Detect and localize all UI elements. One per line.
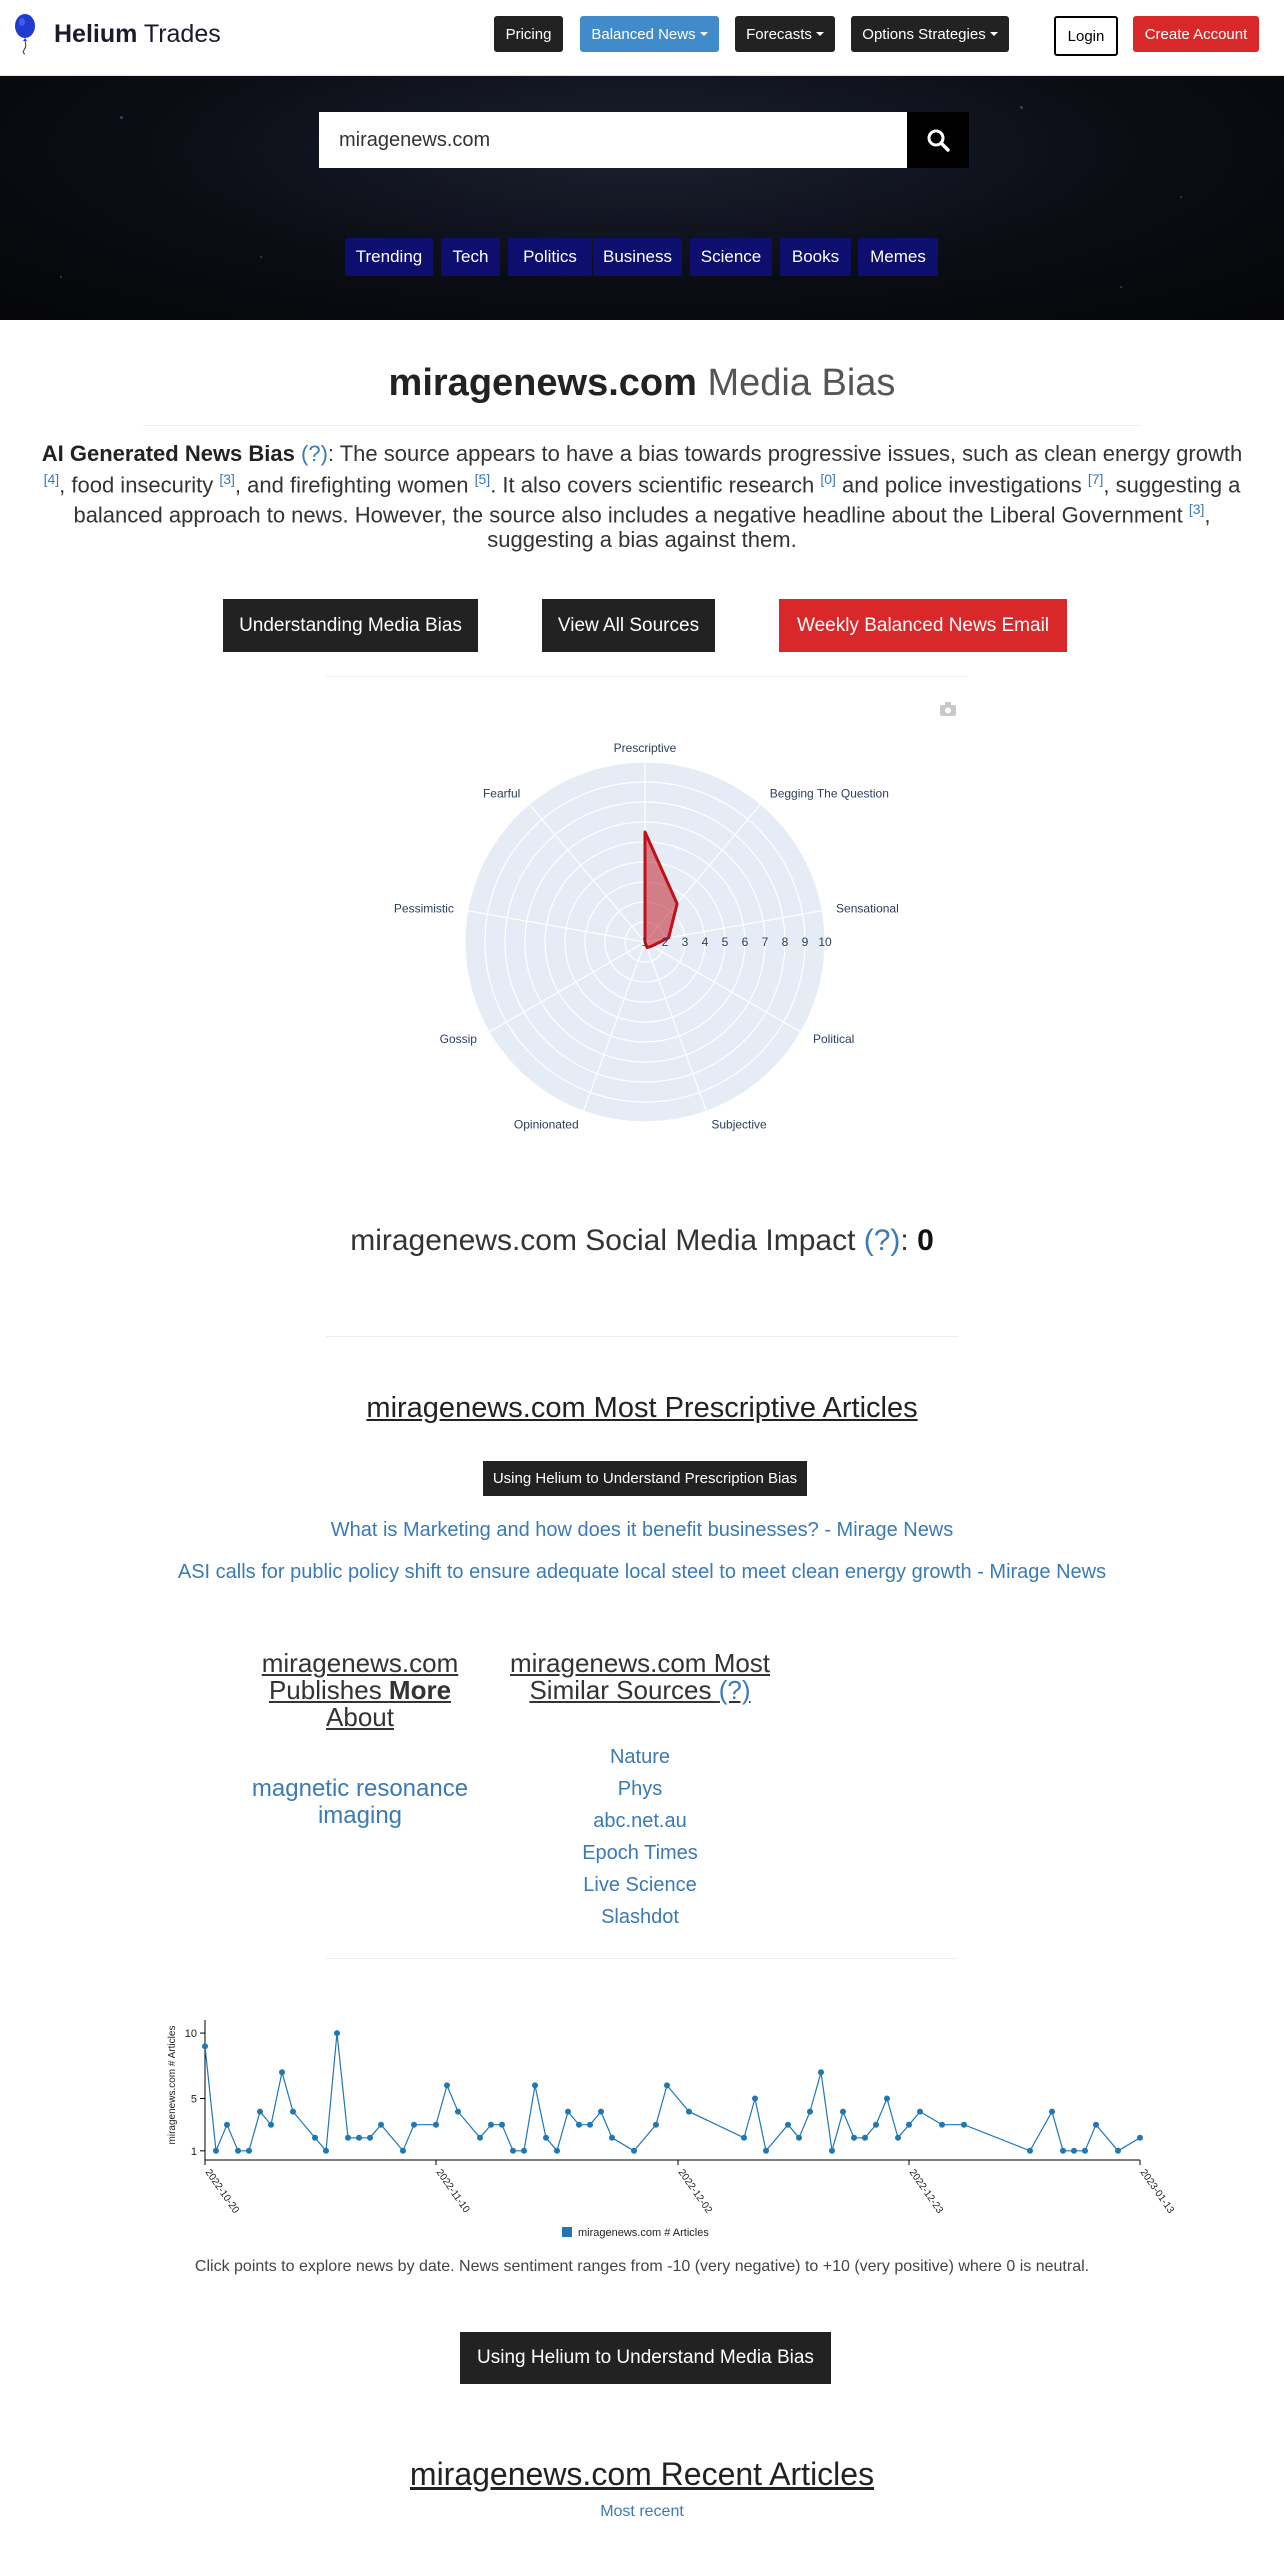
data-point[interactable] — [807, 2109, 813, 2115]
data-point[interactable] — [312, 2135, 318, 2141]
data-point[interactable] — [686, 2109, 692, 2115]
x-tick-label: 2022-12-02 — [675, 2167, 714, 2216]
data-point[interactable] — [543, 2135, 549, 2141]
social-impact-value: 0 — [917, 1224, 934, 1257]
data-point[interactable] — [895, 2135, 901, 2141]
data-point[interactable] — [752, 2096, 758, 2102]
radar-tick-label: 4 — [701, 935, 709, 949]
ai-bias-summary: AI Generated News Bias (?): The source appears to have a bias towards progressive issues, such as clean energy growth [4], food insecurity [3], and firefighting women [5]. It also covers scientific research [0] and police investigations [7], suggesting a balanced approach to news. However, the source also includes a negative headline about the Liberal Government [3], suggesting a bias against them. — [41, 441, 1243, 553]
page-title: miragenews.com Media Bias — [388, 362, 896, 404]
radar-tick-label: 5 — [721, 935, 729, 949]
data-point[interactable] — [565, 2109, 571, 2115]
data-point[interactable] — [510, 2148, 516, 2154]
y-tick-label: 10 — [184, 2028, 197, 2041]
options-strategies-dropdown[interactable]: Options Strategies — [851, 16, 1009, 52]
radar-tick-label: 9 — [801, 935, 809, 949]
y-tick-label: 5 — [190, 2093, 197, 2106]
data-point[interactable] — [1060, 2148, 1066, 2154]
data-point[interactable] — [488, 2122, 494, 2128]
ai-bias-help-link[interactable]: (?) — [301, 441, 328, 466]
prescriptive-articles-heading[interactable]: miragenews.com Most Prescriptive Articles — [366, 1392, 918, 1424]
ref-link[interactable]: [7] — [1087, 470, 1104, 487]
chart-caption: Click points to explore news by date. News sentiment ranges from -10 (very negative) to +10 (very positive) where 0 is neutral. — [194, 2258, 1090, 2275]
camera-icon[interactable] — [940, 702, 956, 716]
x-tick-label: 2022-10-20 — [202, 2167, 241, 2216]
data-point[interactable] — [257, 2109, 263, 2115]
series-line — [205, 2033, 1140, 2151]
similar-sources-heading: miragenews.com Most Similar Sources (?) — [509, 1648, 771, 1705]
data-point[interactable] — [323, 2148, 329, 2154]
view-all-sources-button[interactable]: View All Sources — [542, 599, 715, 652]
caret-down-icon — [990, 32, 998, 36]
data-point[interactable] — [1115, 2148, 1121, 2154]
similar-help-link[interactable]: (?) — [718, 1675, 751, 1705]
data-point[interactable] — [378, 2122, 384, 2128]
ref-link[interactable]: [3] — [1188, 501, 1205, 518]
topic-link[interactable]: magnetic resonance imaging — [251, 1775, 469, 1829]
radar-axis-label: Subjective — [711, 1117, 767, 1132]
data-point[interactable] — [345, 2135, 351, 2141]
ref-link[interactable]: [3] — [219, 470, 235, 487]
radar-tick-label: 8 — [781, 935, 789, 949]
category-science[interactable]: Science — [690, 238, 772, 276]
radar-axis-label: Pessimistic — [393, 901, 454, 916]
data-point[interactable] — [213, 2148, 219, 2154]
ref-link[interactable]: [0] — [820, 470, 836, 487]
data-point[interactable] — [851, 2135, 857, 2141]
data-point[interactable] — [587, 2122, 593, 2128]
radar-axis-label: Political — [813, 1032, 855, 1046]
data-point[interactable] — [367, 2135, 373, 2141]
data-point[interactable] — [1082, 2148, 1088, 2154]
radar-tick-label: 3 — [681, 935, 689, 949]
category-books[interactable]: Books — [780, 238, 851, 276]
data-point[interactable] — [939, 2122, 945, 2128]
divider — [326, 1958, 958, 1959]
similar-source-link[interactable]: abc.net.au — [593, 1810, 687, 1832]
radar-axis-label: Gossip — [439, 1032, 477, 1046]
legend-label[interactable]: miragenews.com # Articles — [578, 2227, 709, 2239]
bias-radar-chart[interactable] — [380, 690, 980, 1150]
data-point[interactable] — [356, 2135, 362, 2141]
search-button[interactable] — [907, 112, 969, 168]
data-point[interactable] — [202, 2043, 208, 2049]
y-axis-label: miragenews.com # Articles — [167, 2025, 178, 2145]
data-point[interactable] — [455, 2109, 461, 2115]
prescription-bias-button[interactable]: Using Helium to Understand Prescription Bias — [483, 1461, 807, 1496]
similar-source-link[interactable]: Live Science — [583, 1874, 697, 1896]
similar-source-link[interactable]: Slashdot — [601, 1906, 679, 1928]
data-point[interactable] — [1071, 2148, 1077, 2154]
helium-media-bias-button[interactable]: Using Helium to Understand Media Bias — [460, 2332, 831, 2384]
x-tick-label: 2022-12-23 — [906, 2167, 945, 2216]
data-point[interactable] — [444, 2082, 450, 2088]
data-point[interactable] — [400, 2148, 406, 2154]
category-business[interactable]: Business — [593, 238, 682, 276]
data-point[interactable] — [785, 2122, 791, 2128]
data-point[interactable] — [235, 2148, 241, 2154]
article-link[interactable]: What is Marketing and how does it benefit businesses? - Mirage News — [330, 1519, 954, 1541]
radar-tick-label: 10 — [818, 935, 832, 949]
data-point[interactable] — [411, 2122, 417, 2128]
data-point[interactable] — [609, 2135, 615, 2141]
similar-source-link[interactable]: Phys — [617, 1778, 663, 1800]
pricing-button[interactable]: Pricing — [494, 16, 563, 52]
data-point[interactable] — [862, 2135, 868, 2141]
publishes-more-about-heading: miragenews.com Publishes More About — [261, 1648, 459, 1732]
data-point[interactable] — [576, 2122, 582, 2128]
category-memes[interactable]: Memes — [858, 238, 938, 276]
y-tick-label: 1 — [190, 2145, 197, 2158]
search-icon — [926, 128, 950, 152]
search-input[interactable] — [319, 112, 907, 168]
data-point[interactable] — [961, 2122, 967, 2128]
ref-link[interactable]: [4] — [43, 470, 60, 487]
data-point[interactable] — [917, 2109, 923, 2115]
data-point[interactable] — [653, 2122, 659, 2128]
hero-search-section — [0, 76, 1284, 320]
divider — [326, 676, 968, 677]
caret-down-icon — [700, 32, 708, 36]
understanding-media-bias-button[interactable]: Understanding Media Bias — [223, 599, 478, 652]
radar-tick-label: 7 — [761, 935, 769, 949]
data-point[interactable] — [1137, 2135, 1143, 2141]
data-point[interactable] — [499, 2122, 505, 2128]
divider — [143, 425, 1141, 426]
radar-axis-label: Opinionated — [513, 1117, 579, 1132]
data-point[interactable] — [1093, 2122, 1099, 2128]
data-point[interactable] — [884, 2096, 890, 2102]
legend-swatch — [562, 2227, 572, 2237]
data-point[interactable] — [433, 2122, 439, 2128]
radar-axis-label: Fearful — [482, 786, 521, 801]
articles-timeline-chart[interactable] — [150, 2005, 1176, 2255]
brand-name: Helium Trades — [54, 19, 221, 48]
balloon-logo-icon — [14, 14, 36, 54]
login-button[interactable]: Login — [1054, 16, 1118, 56]
data-point[interactable] — [829, 2148, 835, 2154]
recent-articles-heading[interactable]: miragenews.com Recent Articles — [409, 2456, 875, 2492]
create-account-button[interactable]: Create Account — [1133, 16, 1259, 52]
forecasts-dropdown[interactable]: Forecasts — [735, 16, 835, 52]
data-point[interactable] — [664, 2082, 670, 2088]
data-point[interactable] — [840, 2109, 846, 2115]
data-point[interactable] — [521, 2148, 527, 2154]
data-point[interactable] — [763, 2148, 769, 2154]
data-point[interactable] — [268, 2122, 274, 2128]
data-point[interactable] — [818, 2069, 824, 2075]
data-point[interactable] — [554, 2148, 560, 2154]
data-point[interactable] — [631, 2148, 637, 2154]
similar-source-link[interactable]: Nature — [609, 1746, 671, 1768]
radar-axis-label: Prescriptive — [613, 741, 677, 755]
article-link[interactable]: ASI calls for public policy shift to ensure adequate local steel to meet clean energy growth - Mirage News — [177, 1561, 1107, 1583]
weekly-balanced-news-email-button[interactable]: Weekly Balanced News Email — [779, 599, 1067, 652]
radar-axis-label: Sensational — [836, 901, 899, 916]
social-media-impact: miragenews.com Social Media Impact (?): 0 — [350, 1224, 934, 1257]
data-point[interactable] — [598, 2109, 604, 2115]
data-point[interactable] — [741, 2135, 747, 2141]
x-tick-label: 2022-11-10 — [433, 2167, 472, 2216]
brand[interactable] — [14, 14, 221, 54]
radar-tick-label: 6 — [741, 935, 749, 949]
data-point[interactable] — [906, 2122, 912, 2128]
data-point[interactable] — [532, 2082, 538, 2088]
radar-axis-label: Begging The Question — [769, 786, 889, 801]
data-point[interactable] — [290, 2109, 296, 2115]
most-recent-link[interactable]: Most recent — [600, 2503, 684, 2520]
balanced-news-dropdown[interactable]: Balanced News — [580, 16, 719, 52]
radar-tick-label: 2 — [661, 935, 669, 949]
category-tech[interactable]: Tech — [441, 238, 500, 276]
data-point[interactable] — [1049, 2109, 1055, 2115]
caret-down-icon — [816, 32, 824, 36]
similar-source-link[interactable]: Epoch Times — [582, 1842, 698, 1864]
x-tick-label: 2023-01-13 — [1137, 2167, 1176, 2216]
divider — [326, 1336, 958, 1337]
category-trending[interactable]: Trending — [345, 238, 433, 276]
data-point[interactable] — [796, 2135, 802, 2141]
ref-link[interactable]: [5] — [474, 470, 491, 487]
category-politics[interactable]: Politics — [508, 238, 592, 276]
data-point[interactable] — [1027, 2148, 1033, 2154]
social-help-link[interactable]: (?) — [863, 1224, 901, 1257]
radar-tick-label: 1 — [641, 935, 649, 949]
data-point[interactable] — [477, 2135, 483, 2141]
data-point[interactable] — [334, 2030, 340, 2036]
data-point[interactable] — [246, 2148, 252, 2154]
data-point[interactable] — [279, 2069, 285, 2075]
data-point[interactable] — [224, 2122, 230, 2128]
data-point[interactable] — [873, 2122, 879, 2128]
navbar — [0, 0, 1284, 76]
